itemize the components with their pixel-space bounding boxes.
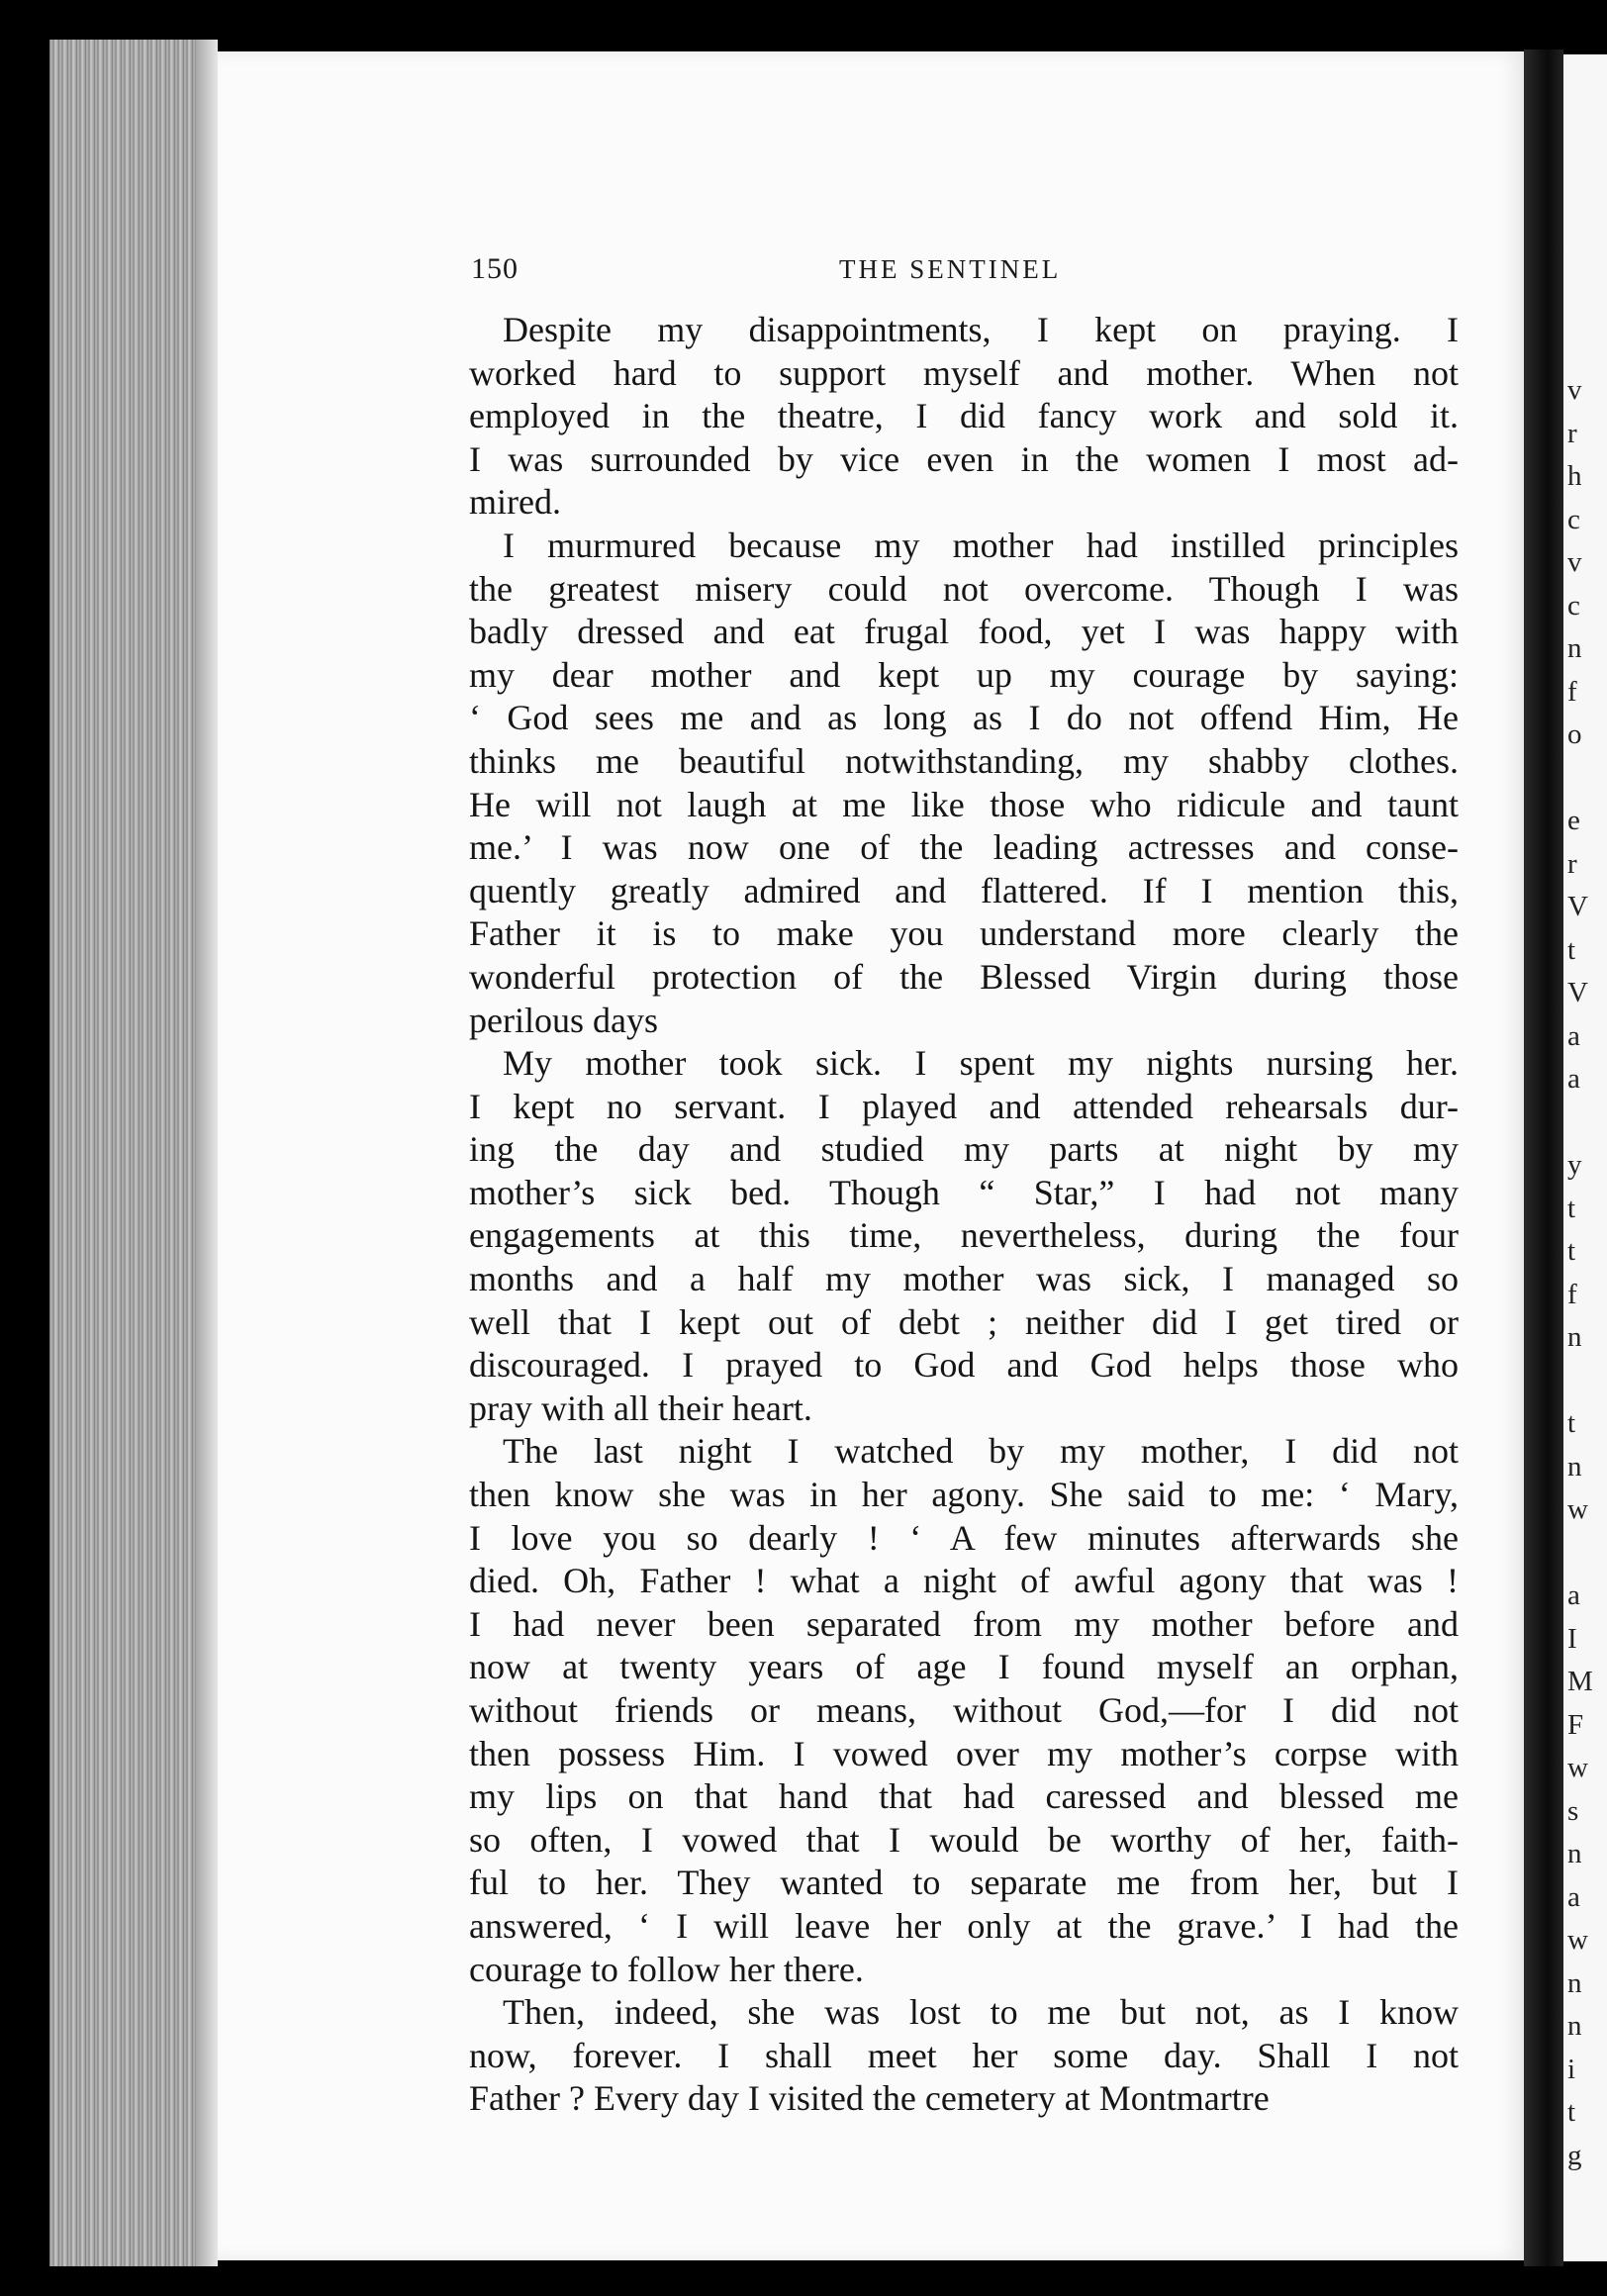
book-gutter [1524,49,1563,2266]
page-curl-shadow [196,40,218,2266]
text-line: Then, indeed, she was lost to me but not, as I know [503,1992,1459,2033]
text-line: I kept no servant. I played and attended rehearsals dur- [469,1086,1459,1126]
text-line: worked hard to support myself and mother. When not [469,352,1459,393]
text-line: then know she was in her agony. She said to me: ‘ Mary, [469,1475,1459,1515]
text-line: I murmured because my mother had instilled principles [503,525,1459,565]
body-text [469,309,1459,2121]
text-line: then possess Him. I vowed over my mother’s corpse with [469,1733,1459,1773]
paragraph [469,1991,1459,2121]
text-line: perilous days [469,1000,658,1040]
text-line: now, forever. I shall meet her some day. Shall I not [469,2035,1459,2075]
text-line: months and a half my mother was sick, I managed so [469,1259,1459,1299]
text-line: thinks me beautiful notwithstanding, my shabby clothes. [469,740,1459,781]
paragraph [469,309,1459,525]
text-line: ing the day and studied my parts at night by my [469,1129,1459,1170]
text-line: The last night I watched by my mother, I did not [503,1431,1459,1472]
text-line: My mother took sick. I spent my nights nursing her. [503,1043,1459,1084]
text-line: employed in the theatre, I did fancy work and sold it. [469,396,1459,436]
text-line: I had never been separated from my mother before and [469,1603,1459,1644]
text-line: courage to follow her there. [469,1949,864,1989]
text-line: without friends or means, without God,—for I did not [469,1690,1459,1730]
running-head [471,252,1461,296]
text-line: died. Oh, Father ! what a night of awful agony that was ! [469,1561,1459,1601]
text-line: mired. [469,482,561,523]
running-title: THE SENTINEL [839,254,1062,284]
text-line: my lips on that hand that had caressed and blessed me [469,1776,1459,1817]
text-line: engagements at this time, nevertheless, during the four [469,1215,1459,1256]
text-line: well that I kept out of debt ; neither did I get tired or [469,1301,1459,1342]
text-line: Father ? Every day I visited the cemetery at Montmartre [469,2078,1270,2119]
text-line: now at twenty years of age I found myself an orphan, [469,1647,1459,1687]
text-line: so often, I vowed that I would be worthy of her, faith- [469,1819,1459,1860]
text-line: Father it is to make you understand more clearly the [469,913,1459,954]
text-line: badly dressed and eat frugal food, yet I was happy with [469,612,1459,652]
text-line: mother’s sick bed. Though “ Star,” I had not many [469,1172,1459,1212]
paragraph [469,525,1459,1042]
text-line: He will not laugh at me like those who ridicule and taunt [469,784,1459,824]
text-line: my dear mother and kept up my courage by saying: [469,654,1459,695]
text-line: quently greatly admired and flattered. If I mention this, [469,870,1459,910]
book-page-edges [49,40,218,2266]
text-line: pray with all their heart. [469,1387,812,1428]
facing-page-text-fragments: v r h c v c n f o e r V t V a a y t t f n t n w a I M F w s n a w n n i t g [1567,374,1593,2171]
paragraph [469,1042,1459,1430]
text-line: ful to her. They wanted to separate me from her, but I [469,1863,1459,1903]
text-line: ‘ God sees me and as long as I do not offend Him, He [469,698,1459,738]
paragraph [469,1430,1459,1991]
text-line: me.’ I was now one of the leading actresses and conse- [469,827,1459,868]
page-number: 150 [471,252,519,285]
text-line: I was surrounded by vice even in the women I most ad- [469,438,1459,479]
text-line: I love you so dearly ! ‘ A few minutes afterwards she [469,1517,1459,1558]
text-line: discouraged. I prayed to God and God helps those who [469,1345,1459,1386]
text-line: answered, ‘ I will leave her only at the grave.’ I had the [469,1905,1459,1946]
facing-page-edge [1563,54,1607,2261]
text-line: the greatest misery could not overcome. Though I was [469,568,1459,609]
text-line: Despite my disappointments, I kept on praying. I [503,310,1459,349]
text-line: wonderful protection of the Blessed Virgin during those [469,956,1459,997]
